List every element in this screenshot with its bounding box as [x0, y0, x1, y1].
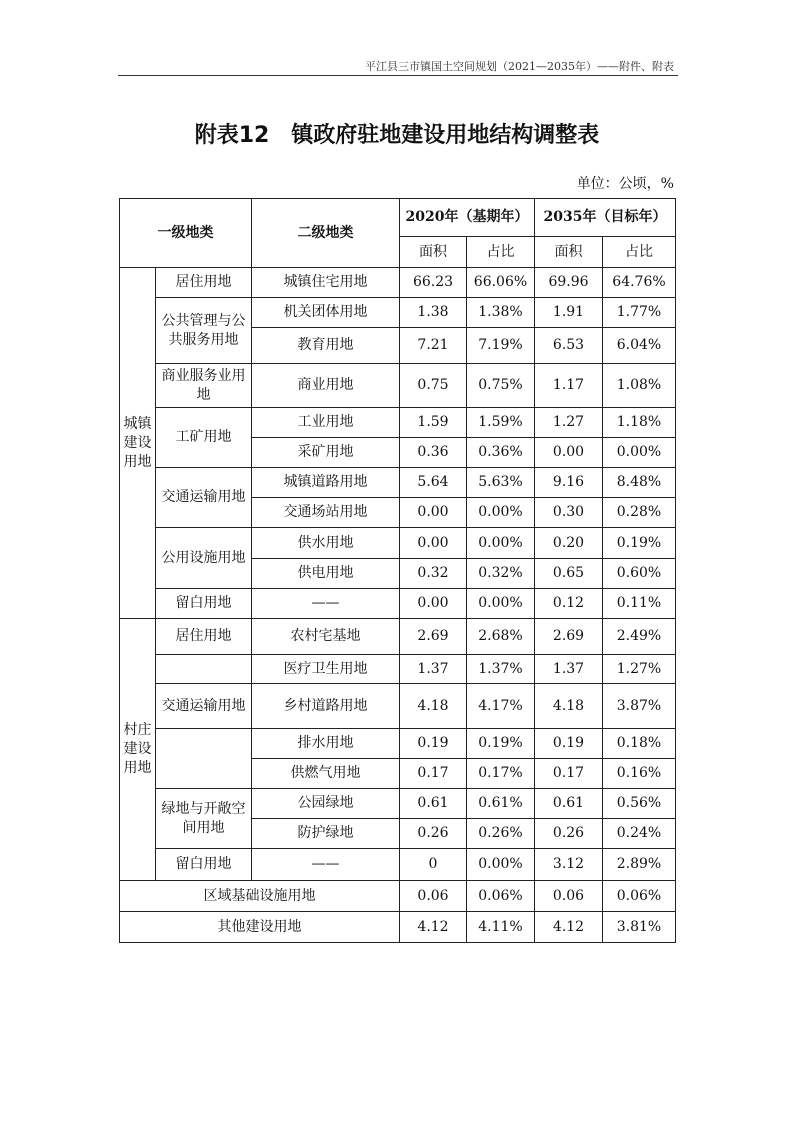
- subheader-area-2020: 面积: [400, 237, 467, 268]
- area-2020-cell: 0.00: [400, 589, 467, 619]
- subgroup-cell: 居住用地: [156, 268, 252, 298]
- area-2020-cell: 5.64: [400, 468, 467, 498]
- area-2020-cell: 0.36: [400, 438, 467, 468]
- area-2020-cell: 4.12: [400, 912, 467, 943]
- ratio-2035-cell: 0.06%: [603, 881, 676, 912]
- subgroup-cell: 商业服务业用地: [156, 364, 252, 408]
- ratio-2020-cell: 0.32%: [467, 559, 535, 589]
- table-row: [120, 528, 676, 559]
- ratio-2020-cell: 0.17%: [467, 759, 535, 789]
- ratio-2020-cell: 0.06%: [467, 881, 535, 912]
- subgroup-cell: 公用设施用地: [156, 528, 252, 589]
- area-2035-cell: 69.96: [535, 268, 603, 298]
- header-level2: 二级地类: [252, 199, 400, 268]
- ratio-2020-cell: 0.19%: [467, 729, 535, 759]
- area-2020-cell: 1.59: [400, 408, 467, 438]
- subgroup-cell: 绿地与开敞空间用地: [156, 789, 252, 849]
- table-row: [120, 268, 676, 298]
- area-2035-cell: 4.18: [535, 684, 603, 729]
- subgroup-cell: 公共管理与公共服务用地: [156, 298, 252, 364]
- group-urban: 城镇建设用地: [120, 268, 156, 619]
- area-2020-cell: 66.23: [400, 268, 467, 298]
- ratio-2020-cell: 0.26%: [467, 819, 535, 849]
- subclass-cell: 城镇住宅用地: [252, 268, 400, 298]
- subclass-cell: 公园绿地: [252, 789, 400, 819]
- ratio-2035-cell: 2.49%: [603, 619, 676, 655]
- table-row: [120, 881, 676, 912]
- subheader-ratio-2020: 占比: [467, 237, 535, 268]
- subclass-cell: 教育用地: [252, 328, 400, 364]
- area-2020-cell: 1.37: [400, 655, 467, 684]
- ratio-2035-cell: 8.48%: [603, 468, 676, 498]
- subgroup-cell: 留白用地: [156, 589, 252, 619]
- area-2035-cell: 0.26: [535, 819, 603, 849]
- area-2035-cell: 1.17: [535, 364, 603, 408]
- area-2020-cell: 4.18: [400, 684, 467, 729]
- subclass-cell: ——: [252, 849, 400, 881]
- ratio-2020-cell: 7.19%: [467, 328, 535, 364]
- ratio-2035-cell: 0.00%: [603, 438, 676, 468]
- area-2020-cell: 0.19: [400, 729, 467, 759]
- header-rule: [118, 75, 678, 76]
- area-2035-cell: 3.12: [535, 849, 603, 881]
- area-2020-cell: 0.32: [400, 559, 467, 589]
- header-2035: 2035年（目标年）: [535, 199, 676, 237]
- subclass-cell: 采矿用地: [252, 438, 400, 468]
- area-2035-cell: 2.69: [535, 619, 603, 655]
- subclass-cell: 农村宅基地: [252, 619, 400, 655]
- area-2035-cell: 0.61: [535, 789, 603, 819]
- ratio-2020-cell: 0.75%: [467, 364, 535, 408]
- subclass-cell: 供水用地: [252, 528, 400, 559]
- area-2035-cell: 1.37: [535, 655, 603, 684]
- subclass-cell: 排水用地: [252, 729, 400, 759]
- ratio-2035-cell: 1.18%: [603, 408, 676, 438]
- area-2020-cell: 0.75: [400, 364, 467, 408]
- subheader-area-2035: 面积: [535, 237, 603, 268]
- subgroup-cell: 工矿用地: [156, 408, 252, 468]
- header-2020: 2020年（基期年）: [400, 199, 535, 237]
- area-2035-cell: 0.30: [535, 498, 603, 528]
- subclass-cell: 城镇道路用地: [252, 468, 400, 498]
- table-row: [120, 589, 676, 619]
- area-2020-cell: 0.26: [400, 819, 467, 849]
- subclass-cell: 商业用地: [252, 364, 400, 408]
- area-2035-cell: 1.27: [535, 408, 603, 438]
- area-2020-cell: 0.61: [400, 789, 467, 819]
- ratio-2020-cell: 2.68%: [467, 619, 535, 655]
- table-header-row: [120, 199, 676, 237]
- header-level1: 一级地类: [120, 199, 252, 268]
- area-2035-cell: 0.65: [535, 559, 603, 589]
- ratio-2020-cell: 0.61%: [467, 789, 535, 819]
- area-2020-cell: 0.06: [400, 881, 467, 912]
- ratio-2035-cell: 0.11%: [603, 589, 676, 619]
- ratio-2035-cell: 3.87%: [603, 684, 676, 729]
- ratio-2020-cell: 0.00%: [467, 528, 535, 559]
- subheader-ratio-2035: 占比: [603, 237, 676, 268]
- table-row: [120, 468, 676, 498]
- table-row: [120, 912, 676, 943]
- area-2020-cell: 0.17: [400, 759, 467, 789]
- area-2035-cell: 1.91: [535, 298, 603, 328]
- ratio-2035-cell: 64.76%: [603, 268, 676, 298]
- area-2035-cell: 0.12: [535, 589, 603, 619]
- ratio-2035-cell: 2.89%: [603, 849, 676, 881]
- page-title: 附表12 镇政府驻地建设用地结构调整表: [194, 123, 600, 148]
- ratio-2035-cell: 3.81%: [603, 912, 676, 943]
- ratio-2035-cell: 1.27%: [603, 655, 676, 684]
- area-2035-cell: 0.00: [535, 438, 603, 468]
- ratio-2020-cell: 1.37%: [467, 655, 535, 684]
- group-regional: 区域基础设施用地: [120, 881, 400, 912]
- running-header: 平江县三市镇国土空间规划（2021—2035年）——附件、附表: [365, 60, 674, 73]
- table-row: [120, 619, 676, 655]
- subgroup-cell: 交通运输用地: [156, 684, 252, 729]
- ratio-2020-cell: 0.36%: [467, 438, 535, 468]
- subgroup-blank-cell: [156, 655, 252, 684]
- area-2035-cell: 0.19: [535, 729, 603, 759]
- unit-label: 单位：公顷，%: [576, 176, 674, 192]
- area-2035-cell: 4.12: [535, 912, 603, 943]
- ratio-2020-cell: 5.63%: [467, 468, 535, 498]
- subclass-cell: 防护绿地: [252, 819, 400, 849]
- subclass-cell: ——: [252, 589, 400, 619]
- ratio-2020-cell: 4.17%: [467, 684, 535, 729]
- ratio-2035-cell: 0.56%: [603, 789, 676, 819]
- ratio-2035-cell: 1.77%: [603, 298, 676, 328]
- area-2020-cell: 7.21: [400, 328, 467, 364]
- table-row: [120, 789, 676, 819]
- area-2035-cell: 0.06: [535, 881, 603, 912]
- ratio-2020-cell: 1.38%: [467, 298, 535, 328]
- area-2035-cell: 6.53: [535, 328, 603, 364]
- table-row: [120, 729, 676, 759]
- subclass-cell: 工业用地: [252, 408, 400, 438]
- subclass-cell: 供电用地: [252, 559, 400, 589]
- table-row: [120, 408, 676, 438]
- ratio-2020-cell: 0.00%: [467, 849, 535, 881]
- subclass-cell: 医疗卫生用地: [252, 655, 400, 684]
- group-village: 村庄建设用地: [120, 619, 156, 881]
- area-2035-cell: 0.17: [535, 759, 603, 789]
- subgroup-cell: 居住用地: [156, 619, 252, 655]
- area-2020-cell: 2.69: [400, 619, 467, 655]
- ratio-2020-cell: 0.00%: [467, 498, 535, 528]
- table-row: [120, 849, 676, 881]
- area-2020-cell: 0: [400, 849, 467, 881]
- area-2020-cell: 0.00: [400, 498, 467, 528]
- area-2020-cell: 0.00: [400, 528, 467, 559]
- subgroup-cell: 交通运输用地: [156, 468, 252, 528]
- ratio-2020-cell: 4.11%: [467, 912, 535, 943]
- area-2020-cell: 1.38: [400, 298, 467, 328]
- ratio-2035-cell: 0.19%: [603, 528, 676, 559]
- ratio-2035-cell: 0.16%: [603, 759, 676, 789]
- ratio-2020-cell: 66.06%: [467, 268, 535, 298]
- table-row: [120, 684, 676, 729]
- subclass-cell: 机关团体用地: [252, 298, 400, 328]
- ratio-2035-cell: 0.18%: [603, 729, 676, 759]
- land-use-table: [119, 198, 676, 943]
- subclass-cell: 乡村道路用地: [252, 684, 400, 729]
- table-row: [120, 364, 676, 408]
- subgroup-cell: 留白用地: [156, 849, 252, 881]
- group-other: 其他建设用地: [120, 912, 400, 943]
- table-row: [120, 298, 676, 328]
- subclass-cell: 供燃气用地: [252, 759, 400, 789]
- area-2035-cell: 0.20: [535, 528, 603, 559]
- subgroup-blank-cell: [156, 729, 252, 789]
- ratio-2035-cell: 1.08%: [603, 364, 676, 408]
- subclass-cell: 交通场站用地: [252, 498, 400, 528]
- ratio-2035-cell: 0.60%: [603, 559, 676, 589]
- ratio-2020-cell: 0.00%: [467, 589, 535, 619]
- ratio-2035-cell: 0.28%: [603, 498, 676, 528]
- ratio-2035-cell: 0.24%: [603, 819, 676, 849]
- ratio-2020-cell: 1.59%: [467, 408, 535, 438]
- table-row: [120, 655, 676, 684]
- ratio-2035-cell: 6.04%: [603, 328, 676, 364]
- area-2035-cell: 9.16: [535, 468, 603, 498]
